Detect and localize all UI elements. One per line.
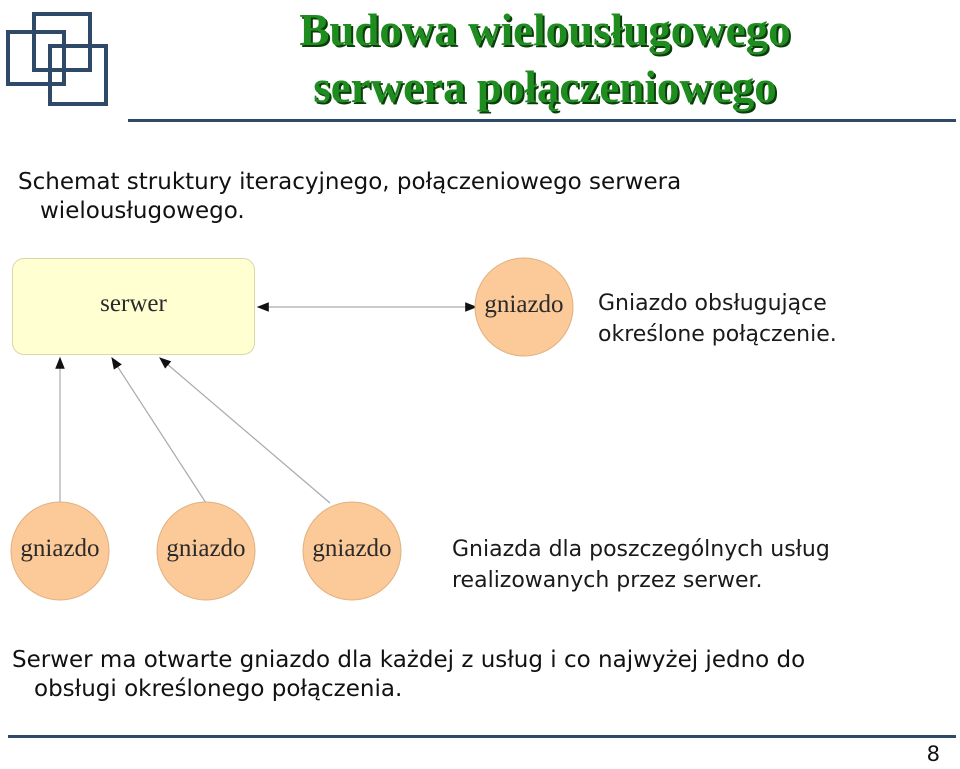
service-socket-label-3: gniazdo (312, 535, 392, 562)
service-note-line-1: Gniazda dla poszczególnych usług (452, 537, 830, 562)
footer-divider (8, 735, 956, 738)
service-note-line-2: realizowanych przez serwer. (452, 568, 763, 593)
summary-line-2: obsługi określonego połączenia. (34, 676, 403, 702)
summary-line-1: Serwer ma otwarte gniazdo dla każdej z usług i co najwyżej jedno do (12, 647, 806, 673)
intro-line-2: wielousługowego. (40, 198, 245, 224)
connection-note-line-2: określone połączenie. (598, 322, 837, 347)
service-arrow-3 (160, 358, 330, 503)
intro-line-1: Schemat struktury iteracyjnego, połączeniowego serwera (18, 169, 682, 195)
service-sockets-note (452, 534, 952, 596)
summary-text (12, 646, 960, 704)
connection-socket-label: gniazdo (484, 291, 564, 318)
server-label: serwer (100, 290, 167, 317)
title-line-1: Budowa wielousługowego (299, 5, 791, 55)
page-number: 8 (926, 742, 940, 766)
title-line-2: serwera połączeniowego (313, 62, 777, 112)
connection-note-line-1: Gniazdo obsługujące (598, 291, 827, 316)
service-arrow-2 (112, 358, 206, 503)
service-socket-label-1: gniazdo (20, 535, 100, 562)
service-socket-label-2: gniazdo (166, 535, 246, 562)
connection-socket-note (598, 288, 938, 350)
